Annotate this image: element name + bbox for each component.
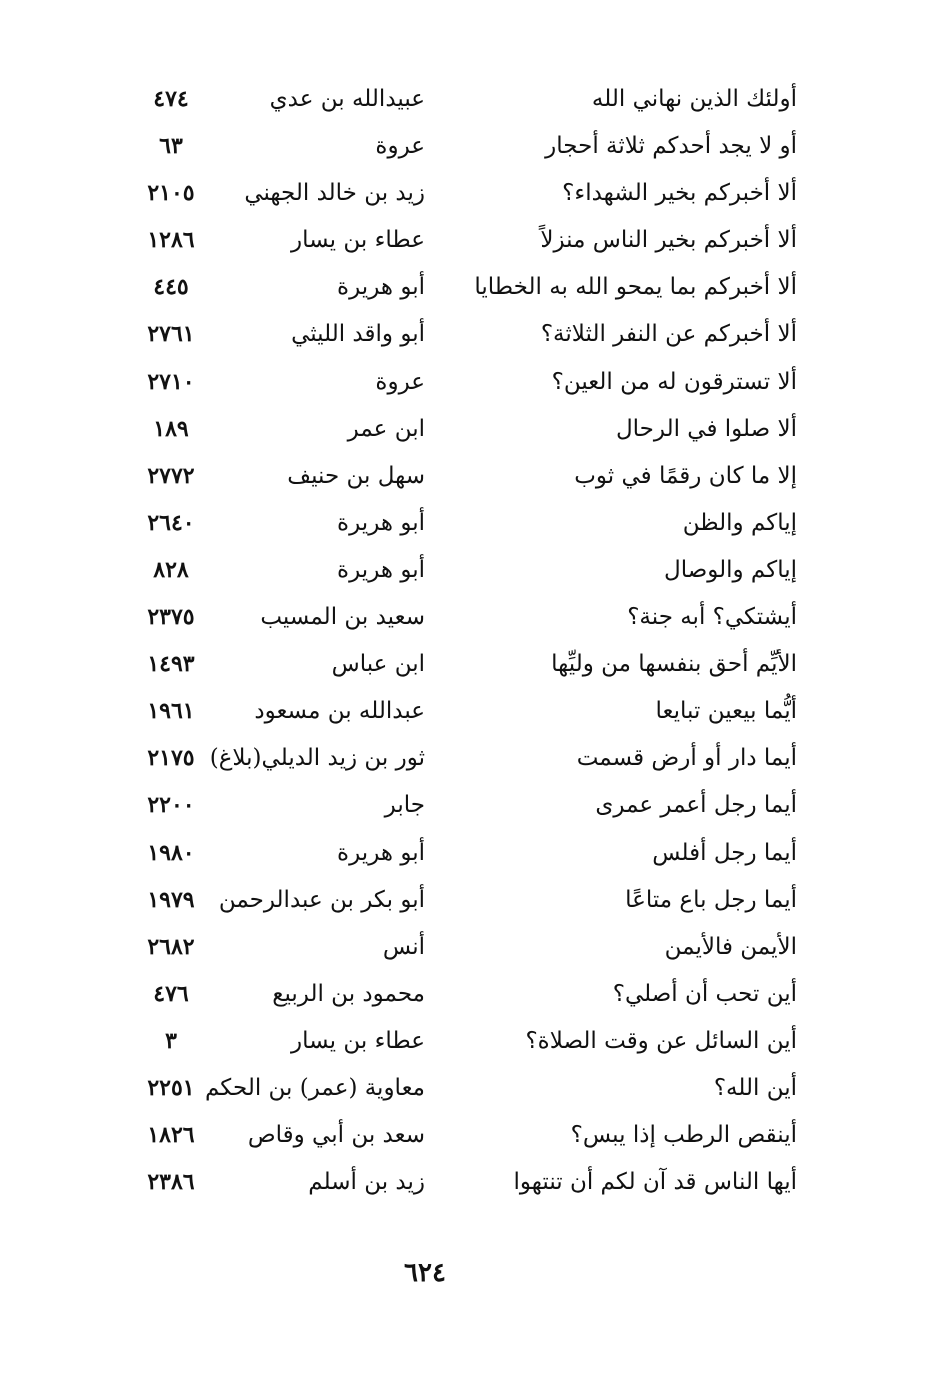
- hadith-number: ٨٢٨: [153, 556, 189, 583]
- hadith-number: ٢٦٨٢: [147, 933, 195, 960]
- hadith-number: ٦٣: [159, 133, 183, 160]
- index-row: [0, 547, 925, 594]
- hadith-text: ألا صلوا في الرحال: [615, 415, 797, 442]
- hadith-text: الأيِّم أحق بنفسها من وليِّها: [551, 651, 797, 678]
- index-row: [0, 735, 925, 782]
- hadith-text: أو لا يجد أحدكم ثلاثة أحجار: [545, 133, 797, 160]
- index-row: [0, 311, 925, 358]
- narrator-name: سعيد بن المسيب: [260, 604, 425, 631]
- hadith-number: ٢٢٠٠: [147, 792, 195, 819]
- index-row: [0, 406, 925, 453]
- hadith-text: ألا أخبركم عن النفر الثلاثة؟: [540, 321, 797, 348]
- hadith-text: ألا أخبركم بخير الناس منزلاً: [540, 227, 797, 254]
- index-row: [0, 971, 925, 1018]
- hadith-text: ألا أخبركم بخير الشهداء؟: [562, 180, 797, 207]
- hadith-text: أولئك الذين نهاني الله: [591, 86, 797, 112]
- hadith-text: أين تحب أن أصلي؟: [612, 980, 797, 1007]
- index-row: [0, 76, 925, 123]
- index-row: [0, 924, 925, 971]
- hadith-number: ٢١٧٥: [147, 745, 195, 772]
- hadith-text: الأيمن فالأيمن: [664, 933, 797, 960]
- narrator-name: محمود بن الربيع: [272, 980, 425, 1007]
- hadith-text: ألا تسترقون له من العين؟: [551, 368, 797, 395]
- narrator-name: أبو هريرة: [337, 509, 425, 536]
- index-row: [0, 217, 925, 264]
- index-row: [0, 877, 925, 924]
- hadith-text: إياكم والوصال: [663, 556, 797, 583]
- narrator-name: أبو هريرة: [337, 556, 425, 583]
- narrator-name: جابر: [384, 792, 425, 819]
- index-row: [0, 500, 925, 547]
- hadith-text: أيها الناس قد آن لكم أن تنتهوا: [513, 1169, 797, 1196]
- hadith-text: أيما رجل باع متاعًا: [625, 886, 797, 913]
- hadith-text: إلا ما كان رقمًا في ثوب: [574, 462, 797, 489]
- narrator-name: زيد بن خالد الجهني: [244, 180, 425, 207]
- hadith-number: ٢٧٦١: [147, 321, 195, 348]
- hadith-number: ٢٧١٠: [147, 368, 195, 395]
- narrator-name: أبو هريرة: [337, 274, 425, 301]
- narrator-name: عبيدالله بن عدي: [269, 86, 425, 112]
- narrator-name: سعد بن أبي وقاص: [247, 1122, 425, 1149]
- narrator-name: عروة: [375, 368, 425, 395]
- hadith-number: ٢٦٤٠: [147, 509, 195, 536]
- hadith-number: ١٨٩: [153, 415, 189, 442]
- index-row: [0, 170, 925, 217]
- hadith-text: أين الله؟: [713, 1074, 797, 1101]
- hadith-number: ١٢٨٦: [147, 227, 195, 254]
- narrator-name: ابن عمر: [347, 415, 425, 442]
- narrator-name: عطاء بن يسار: [291, 227, 425, 254]
- hadith-number: ١٩٨٠: [147, 839, 195, 866]
- hadith-text: أيما رجل أعمر عمرى: [595, 792, 797, 819]
- hadith-index-list: [0, 76, 925, 1206]
- narrator-name: عبدالله بن مسعود: [254, 698, 425, 725]
- narrator-name: أبو واقد الليثي: [291, 321, 425, 348]
- hadith-text: أيما رجل أفلس: [652, 839, 797, 866]
- hadith-number: ٢٢٥١: [147, 1074, 195, 1101]
- hadith-number: ١٩٧٩: [147, 886, 195, 913]
- index-row: [0, 359, 925, 406]
- hadith-number: ٤٧٤: [153, 86, 189, 112]
- narrator-name: زيد بن أسلم: [308, 1169, 425, 1196]
- index-row: [0, 1065, 925, 1112]
- hadith-text: ألا أخبركم بما يمحو الله به الخطايا: [474, 274, 797, 301]
- narrator-name: معاوية (عمر) بن الحكم: [204, 1074, 425, 1101]
- index-row: [0, 830, 925, 877]
- index-row: [0, 688, 925, 735]
- hadith-number: ١٤٩٣: [147, 651, 195, 678]
- index-row: [0, 782, 925, 829]
- index-row: [0, 594, 925, 641]
- hadith-number: ١٨٢٦: [147, 1122, 195, 1149]
- narrator-name: ابن عباس: [331, 651, 425, 678]
- index-row: [0, 641, 925, 688]
- hadith-text: أيما دار أو أرض قسمت: [576, 745, 797, 772]
- index-row: [0, 1159, 925, 1206]
- hadith-number: ٢٧٧٢: [147, 462, 195, 489]
- index-row: [0, 264, 925, 311]
- narrator-name: أبو بكر بن عبدالرحمن: [218, 886, 425, 913]
- index-row: [0, 123, 925, 170]
- index-row: [0, 1112, 925, 1159]
- narrator-name: عطاء بن يسار: [291, 1027, 425, 1054]
- hadith-number: ١٩٦١: [147, 698, 195, 725]
- narrator-name: عروة: [375, 133, 425, 160]
- index-row: [0, 1018, 925, 1065]
- hadith-number: ٢٣٨٦: [147, 1169, 195, 1196]
- hadith-number: ٣: [165, 1027, 177, 1054]
- hadith-text: أيشتكي؟ أبه جنة؟: [627, 604, 797, 631]
- narrator-name: أنس: [382, 933, 425, 960]
- hadith-number: ٤٧٦: [153, 980, 189, 1007]
- hadith-number: ٢٣٧٥: [147, 604, 195, 631]
- hadith-text: إياكم والظن: [682, 509, 797, 536]
- hadith-text: أيُّما بيعين تبايعا: [655, 698, 797, 725]
- hadith-text: أين السائل عن وقت الصلاة؟: [525, 1027, 797, 1054]
- hadith-text: أينقص الرطب إذا يبس؟: [570, 1122, 797, 1149]
- hadith-number: ٢١٠٥: [147, 180, 195, 207]
- narrator-name: ثور بن زيد الديلي(بلاغ): [209, 745, 425, 772]
- page-number: ٦٢٤: [404, 1258, 446, 1288]
- narrator-name: أبو هريرة: [337, 839, 425, 866]
- narrator-name: سهل بن حنيف: [287, 462, 425, 489]
- index-row: [0, 453, 925, 500]
- hadith-number: ٤٤٥: [153, 274, 189, 301]
